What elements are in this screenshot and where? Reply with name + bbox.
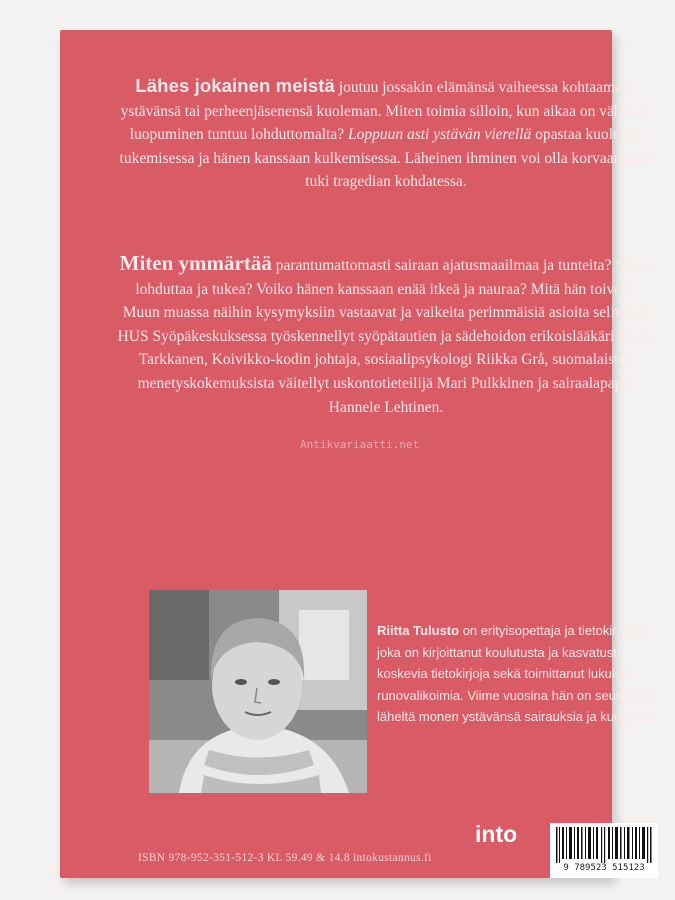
book-back-cover (60, 30, 656, 878)
barcode-number: 9 789523 515123 (563, 863, 645, 873)
blurb-text-2: parantumattomasti sairaan ajatusmaailmaa ja tunteita? Miten lohduttaa ja tukea? Voiko hänen kanssaan enää itkeä ja nauraa? Mitä hän toivoo? Muun muassa näihin kysymyksiin vastaavat ja vaikeita perimmäisiä asioita selittävät HUS Syöpäkeskuksessa työskennellyt syöpätautien ja sädehoidon erikoislääkäri Maija Tarkkanen, Koivikko-kodin johtaja, sosiaalipsykologi Riikka Grå, suomalaisten menetyskokemuksista väitellyt uskontotieteilijä Mari Pulkkinen ja sairaalapappi Hannele Lehtinen. (117, 257, 655, 416)
watermark: Antikvariaatti.net (300, 438, 420, 451)
barcode (550, 823, 658, 878)
blurb-text-1a: joutuu jossakin elämänsä vaiheessa kohtaamaan ystävänsä tai perheenjäsenensä kuoleman. Miten toimia silloin, kun aikaa on vähän ja luopuminen tuntuu lohduttomalta? (120, 79, 652, 144)
author-bio (377, 620, 657, 728)
barcode-bars (556, 827, 652, 863)
blurb-text-1b: opastaa kuolevan tukemisessa ja hänen kanssaan kulkemisessa. Läheinen ihminen voi olla korvaamaton tuki tragedian kohdatessa. (119, 126, 653, 191)
publisher-logo: into (475, 821, 518, 847)
blurb-lead-1: Lähes jokainen meistä (135, 75, 335, 96)
book-title-italic: Loppuun asti ystävän vierellä (347, 126, 532, 144)
author-photo (149, 590, 367, 793)
author-name: Riitta Tulusto (377, 623, 460, 638)
author-bio-text: on erityisopettaja ja tietokirjailija, joka on kirjoittanut koulutusta ja kasvatusta koskevia tietokirjoja sekä toimittanut lukuisia runovalikoimia. Viime vuosina hän on seurannut läheltä monen ystävänsä sairauksia ja kuolemia. (377, 623, 656, 724)
blurb-paragraph-1 (116, 74, 656, 194)
isbn-line: ISBN 978-952-351-512-3 KL 59.49 & 14.8 intokustannus.fi (138, 852, 432, 864)
blurb-lead-2: Miten ymmärtää (119, 251, 272, 275)
blurb-paragraph-2 (116, 252, 656, 419)
